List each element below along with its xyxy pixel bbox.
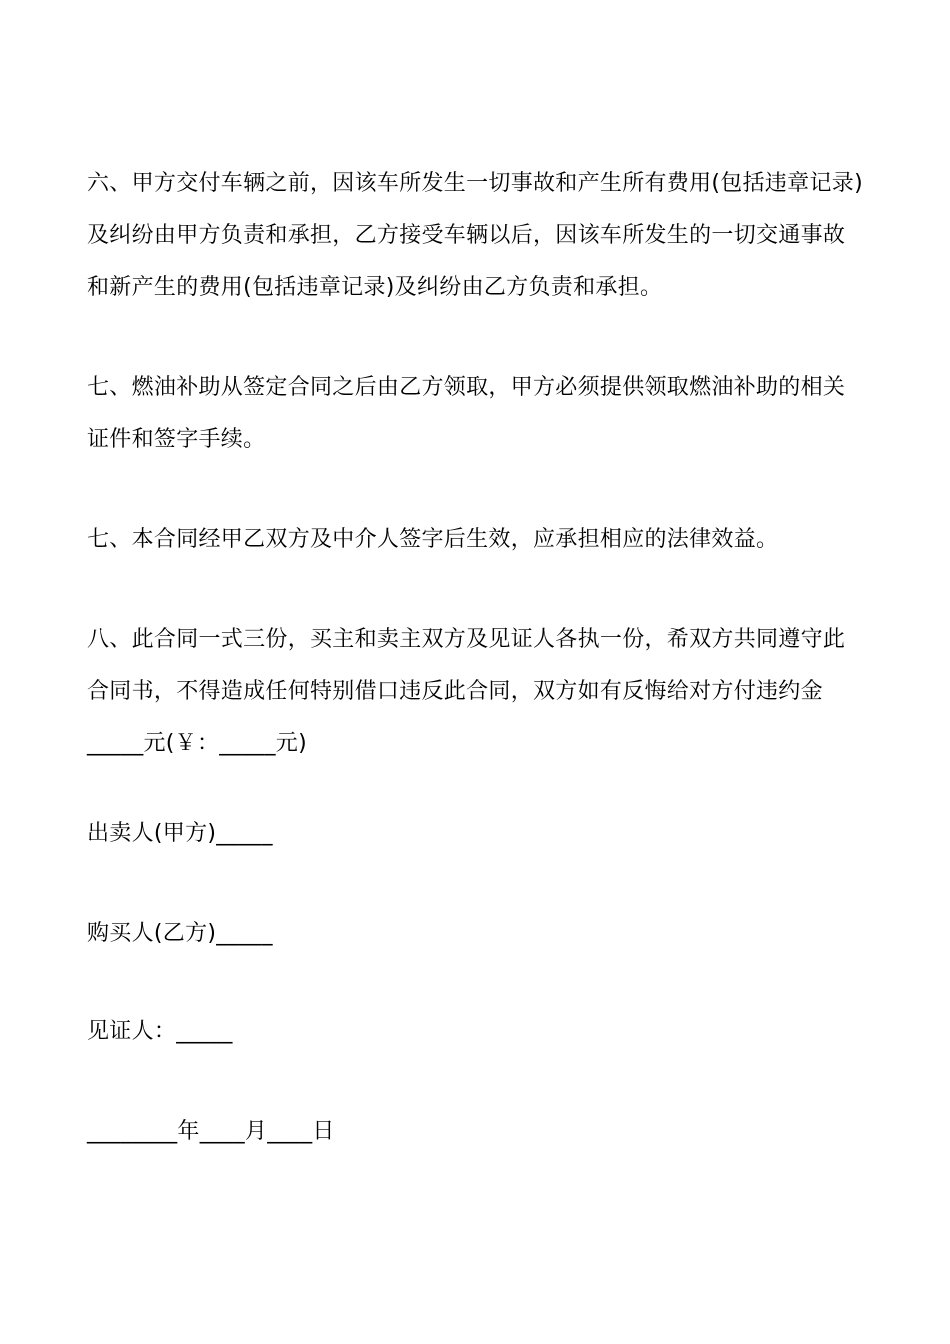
clause-7-fuel-subsidy-paragraph: 七、燃油补助从签定合同之后由乙方领取，甲方必须提供领取燃油补助的相关证件和签字手续。: [87, 375, 846, 452]
clause-8-paragraph: 八、此合同一式三份，买主和卖主双方及见证人各执一份，希双方共同遵守此合同书，不得造成任何特别借口违反此合同，双方如有反悔给对方付违约金_____元(￥：_____元): [87, 627, 846, 756]
buyer-signature-line: 购买人(乙方)_____: [87, 921, 273, 946]
date-line: ________年____月____日: [87, 1119, 335, 1144]
seller-signature-line: 出卖人(甲方)_____: [87, 821, 273, 846]
clause-7-effectiveness-paragraph: 七、本合同经甲乙双方及中介人签字后生效，应承担相应的法律效益。: [87, 527, 779, 552]
witness-signature-line: 见证人：_____: [87, 1019, 233, 1044]
clause-6-paragraph: 六、甲方交付车辆之前，因该车所发生一切事故和产生所有费用(包括违章记录)及纠纷由甲方负责和承担，乙方接受车辆以后，因该车所发生的一切交通事故和新产生的费用(包括违章记录)及纠纷由乙方负责和承担。: [87, 171, 863, 300]
